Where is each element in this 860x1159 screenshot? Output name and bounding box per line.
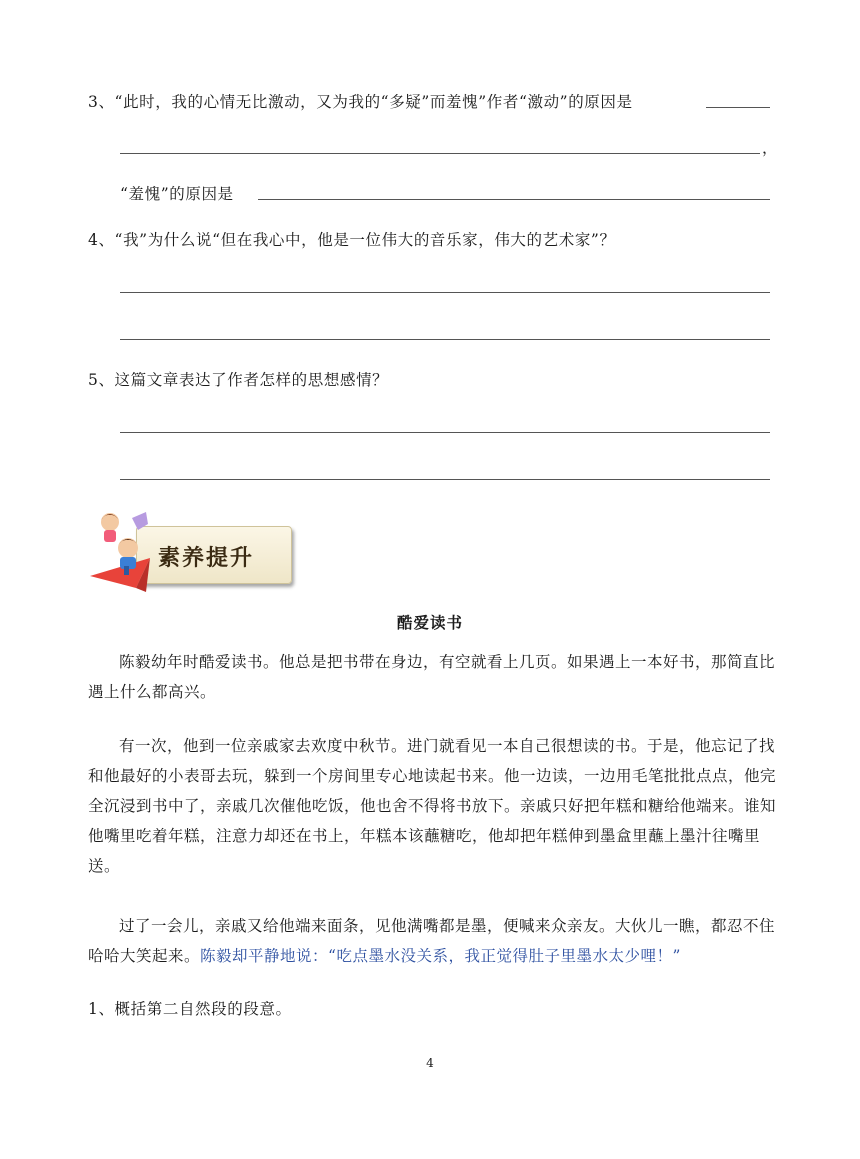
question-4-prompt: 4、“我”为什么说“但在我心中，他是一位伟大的音乐家，伟大的艺术家”？ xyxy=(88,231,616,249)
paragraph-text: 有一次，他到一位亲戚家去欢度中秋节。进门就看见一本自己很想读的书。于是，他忘记了找和他最好的小表哥去玩，躲到一个房间里专心地读起书来。他一边读，一边用毛笔批批点点，他完全沉浸到书中了，亲戚几次催他吃饭，他也舍不得将书放下。亲戚只好把年糕和糖给他端来。谁知他嘴里吃着年糕，注意力却还在书上，年糕本该蘸糖吃，他却把年糕伸到墨盒里蘸上墨汁往嘴里送。 xyxy=(88,737,777,875)
question-3-shame-label: “羞愧”的原因是 xyxy=(120,185,234,203)
question-3-prompt: 3、“此时，我的心情无比激动，又为我的“多疑”而羞愧”作者“激动”的原因是 xyxy=(88,93,633,111)
answer-line-q4-b[interactable] xyxy=(120,339,770,340)
paragraph-text: 陈毅幼年时酷爱读书。他总是把书带在身边，有空就看上几页。如果遇上一本好书，那简直比遇上什么都高兴。 xyxy=(88,653,776,701)
question-1-prompt: 1、概括第二自然段的段意。 xyxy=(88,1000,292,1018)
answer-line-q3-b[interactable] xyxy=(120,153,760,154)
answer-line-q3-c[interactable] xyxy=(258,199,770,200)
section-banner xyxy=(88,508,298,594)
answer-line-q3-a[interactable] xyxy=(706,107,770,108)
article-title: 酷爱读书 xyxy=(396,614,463,632)
article-paragraph-3 xyxy=(88,911,778,971)
question-5-prompt: 5、这篇文章表达了作者怎样的思想感情？ xyxy=(88,371,389,389)
comma: ， xyxy=(762,139,778,157)
answer-line-q5-a[interactable] xyxy=(120,432,770,433)
highlighted-quote: 陈毅却平静地说：“吃点墨水没关系，我正觉得肚子里墨水太少哩！” xyxy=(200,947,681,965)
paragraph-text: 过了一会儿，亲戚又给他端来面条，见他满嘴都是墨，便喊来众亲友。大伙儿一瞧，都忍不住哈哈大笑起来。 xyxy=(88,917,776,965)
answer-line-q4-a[interactable] xyxy=(120,292,770,293)
banner-label: 素养提升 xyxy=(158,546,255,571)
page-number: 4 xyxy=(426,1056,434,1070)
article-paragraph-2 xyxy=(88,731,778,881)
answer-line-q5-b[interactable] xyxy=(120,479,770,480)
article-paragraph-1 xyxy=(88,647,778,707)
